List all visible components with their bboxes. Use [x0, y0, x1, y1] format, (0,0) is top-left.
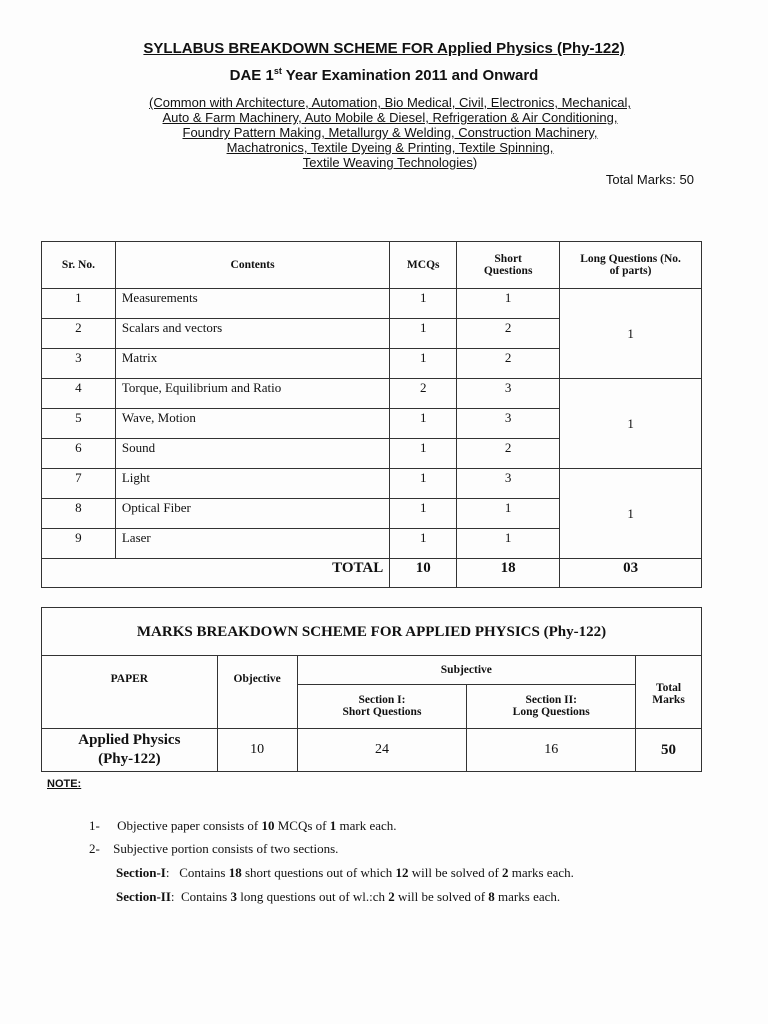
col-header-mcqs: MCQs	[390, 242, 457, 289]
sr-cell: 3	[42, 349, 116, 379]
long-cell: 1	[560, 289, 702, 379]
note-text: : Contains	[165, 865, 229, 880]
syllabus-table	[41, 241, 702, 588]
page-title: SYLLABUS BREAKDOWN SCHEME FOR Applied Physics (Phy-122)	[143, 40, 625, 57]
col-header-long: Long Questions (No. of parts)	[560, 242, 702, 289]
col-header-contents: Contents	[115, 242, 389, 289]
note-1-text	[117, 818, 396, 833]
content-cell: Light	[115, 469, 389, 499]
note-section-1	[116, 865, 574, 881]
paper-name-a: Applied Physics	[78, 732, 181, 748]
short-cell: 1	[457, 529, 560, 559]
note-label: NOTE:	[47, 778, 82, 790]
short-cell: 3	[457, 379, 560, 409]
sr-cell: 1	[42, 289, 116, 319]
total-long: 03	[560, 559, 702, 588]
sr-cell: 5	[42, 409, 116, 439]
content-cell: Wave, Motion	[115, 409, 389, 439]
paper-header: PAPER	[42, 656, 218, 729]
content-cell: Scalars and vectors	[115, 319, 389, 349]
marks-header-row	[42, 656, 702, 685]
mcq-cell: 1	[390, 499, 457, 529]
table-header-row	[42, 242, 702, 289]
note-text: long questions out of wl.:ch	[236, 889, 389, 904]
section1-header-b: Short Questions	[342, 706, 422, 719]
total-value: 50	[636, 729, 702, 772]
sr-cell: 6	[42, 439, 116, 469]
common-line: Textile Weaving Technologies	[302, 155, 473, 170]
section-1-label: Section-I	[116, 865, 166, 880]
total-mcq: 10	[390, 559, 457, 588]
table-row	[42, 289, 702, 319]
total-short: 18	[457, 559, 560, 588]
section2-header-a: Section II:	[525, 694, 577, 707]
note-1	[89, 818, 397, 834]
sr-cell: 7	[42, 469, 116, 499]
exam-sup: st	[273, 66, 282, 76]
section-2-label: Section-II	[116, 889, 171, 904]
note-text: will be solved of	[394, 889, 489, 904]
total-blank	[42, 559, 116, 588]
mcq-cell: 1	[390, 439, 457, 469]
note-text: marks each.	[494, 889, 561, 904]
marks-table-title: MARKS BREAKDOWN SCHEME FOR APPLIED PHYSICS (Phy-122)	[41, 607, 702, 656]
paper-name	[42, 729, 218, 772]
section1-value: 24	[297, 729, 467, 772]
note-2-number: 2-	[89, 841, 100, 856]
total-marks: Total Marks: 50	[605, 172, 694, 187]
col-header-sr: Sr. No.	[42, 242, 116, 289]
common-line-last	[60, 155, 720, 170]
short-cell: 2	[457, 349, 560, 379]
sr-cell: 8	[42, 499, 116, 529]
exam-suffix: Year Examination 2011 and Onward	[281, 67, 539, 84]
section1-header	[297, 684, 467, 728]
common-line: (Common with Architecture, Automation, Bio Medical, Civil, Electronics, Mechanical,	[149, 95, 631, 110]
mcq-cell: 1	[390, 349, 457, 379]
note-bold: 2	[388, 889, 395, 904]
exam-prefix: DAE 1	[229, 67, 274, 84]
mcq-cell: 2	[390, 379, 457, 409]
note-1-number: 1-	[89, 818, 100, 833]
mcq-cell: 1	[390, 289, 457, 319]
note-text: : Contains	[170, 889, 231, 904]
content-cell: Matrix	[115, 349, 389, 379]
note-bold: 8	[488, 889, 495, 904]
objective-value: 10	[217, 729, 297, 772]
note-text: mark each.	[336, 818, 397, 833]
note-text: short questions out of which	[241, 865, 396, 880]
long-cell: 1	[560, 379, 702, 469]
col-header-short: Short Questions	[457, 242, 560, 289]
section2-header-b: Long Questions	[512, 706, 590, 719]
sr-cell: 2	[42, 319, 116, 349]
short-cell: 2	[457, 319, 560, 349]
total-row	[42, 559, 702, 588]
total-label: TOTAL	[115, 559, 389, 588]
mcq-cell: 1	[390, 409, 457, 439]
subjective-header: Subjective	[297, 656, 635, 685]
note-text: marks each.	[508, 865, 574, 880]
total-marks-header	[636, 656, 702, 729]
note-2	[89, 841, 338, 857]
note-bold: 3	[230, 889, 237, 904]
mcq-cell: 1	[390, 469, 457, 499]
content-cell: Sound	[115, 439, 389, 469]
short-cell: 3	[457, 409, 560, 439]
mcq-cell: 1	[390, 319, 457, 349]
short-cell: 1	[457, 289, 560, 319]
short-cell: 1	[457, 499, 560, 529]
content-cell: Laser	[115, 529, 389, 559]
note-text: will be solved of	[408, 865, 503, 880]
section2-header	[467, 684, 636, 728]
content-cell: Measurements	[115, 289, 389, 319]
objective-header: Objective	[217, 656, 297, 729]
common-line: Machatronics, Textile Dyeing & Printing, Textile Spinning,	[226, 140, 554, 155]
note-bold: 18	[228, 865, 242, 880]
content-cell: Torque, Equilibrium and Ratio	[115, 379, 389, 409]
paper-name-b: (Phy-122)	[98, 751, 161, 767]
short-cell: 3	[457, 469, 560, 499]
common-line: Foundry Pattern Making, Metallurgy & Welding, Construction Machinery,	[182, 125, 598, 140]
common-line: Auto & Farm Machinery, Auto Mobile & Diesel, Refrigeration & Air Conditioning,	[162, 110, 618, 125]
sr-cell: 4	[42, 379, 116, 409]
note-section-2	[116, 889, 560, 905]
section2-value: 16	[467, 729, 636, 772]
marks-values-row	[42, 729, 702, 772]
content-cell: Optical Fiber	[115, 499, 389, 529]
short-cell: 2	[457, 439, 560, 469]
note-2-text: Subjective portion consists of two sections.	[113, 841, 339, 856]
note-bold: 12	[395, 865, 409, 880]
common-line-close: )	[472, 155, 478, 170]
table-row	[42, 469, 702, 499]
section1-header-a: Section I:	[358, 694, 406, 707]
table-row	[42, 379, 702, 409]
note-bold: 10	[261, 818, 275, 833]
common-with-list	[60, 95, 720, 170]
note-text: MCQs of	[274, 818, 330, 833]
total-header-a: Total	[655, 681, 682, 694]
mcq-cell: 1	[390, 529, 457, 559]
note-bold: 2	[502, 865, 509, 880]
marks-table	[41, 655, 702, 772]
note-bold: 1	[329, 818, 337, 833]
total-header-b: Marks	[652, 693, 685, 706]
sr-cell: 9	[42, 529, 116, 559]
note-text: Objective paper consists of	[117, 818, 262, 833]
exam-subtitle	[0, 66, 768, 84]
long-cell: 1	[560, 469, 702, 559]
